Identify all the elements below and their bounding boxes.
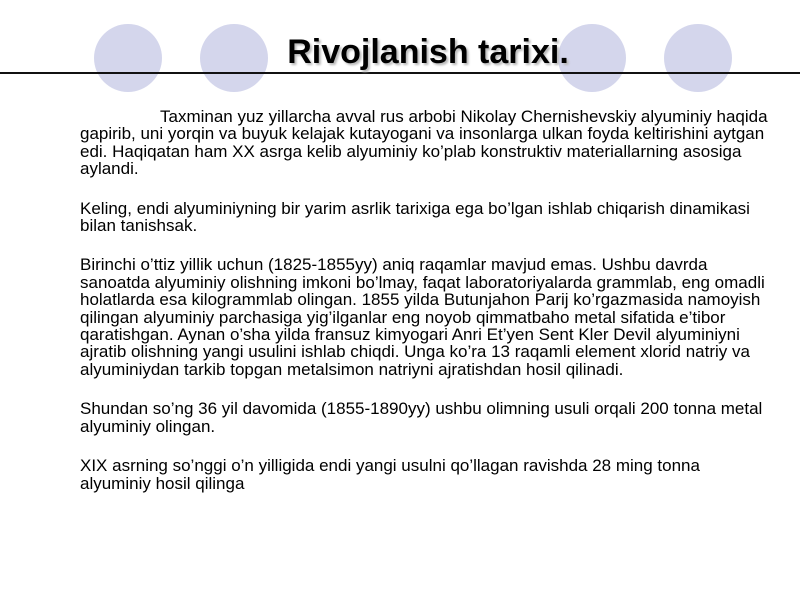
slide-body <box>80 108 770 514</box>
slide-title: Rivojlanish tarixi. <box>287 33 569 71</box>
paragraph-thirty-six-years: Shundan so’ng 36 yil davomida (1855-1890yy) ushbu olimning usuli orqali 200 tonna metal alyuminiy olingan. <box>80 399 763 436</box>
paragraph-first-thirty-years: Birinchi o’ttiz yillik uchun (1825-1855yy) aniq raqamlar mavjud emas. Ushbu davrda sanoatda alyuminiy olishning imkoni bo’lmay, faqat laboratoriyalarda grammlab, eng omadli holatlarda esa kilogrammlab olingan. 1855 yilda Butunjahon Parij ko’rgazmasida namoyish qilingan alyuminiy parchasiga yig’ilganlar eng noyob qimmatbaho metal sifatida e’tibor qaratishgan. Aynan o’sha yilda fransuz kimyogari Anri Et’yen Sent Kler Devil alyuminiyni ajratib olishning yangi usulini ishlab chiqdi. Unga ko’ra 13 raqamli element xlorid natriy va alyuminiydan tarkib topgan metalsimon natriyni ajratishdan hosil qilinadi. <box>80 255 765 379</box>
paragraph-text: Taxminan yuz yillarcha avval rus arbobi Nikolay Chernishevskiy alyuminiy haqida gapirib, uni yorqin va buyuk kelajak kutayogani va insonlarga ulkan foyda keltirishini aytgan edi. Haqiqatan ham XX asrga kelib alyuminiy ko’plab konstruktiv materiallarning asosiga aylandi. <box>80 107 768 179</box>
title-underline <box>0 72 800 74</box>
paragraph-nineteenth-century: XIX asrning so’nggi o’n yilligida endi yangi usulni qo’llagan ravishda 28 ming tonna alyuminiy hosil qilinga <box>80 456 700 493</box>
paragraph-intro <box>80 108 770 178</box>
paragraph-dynamics: Keling, endi alyuminiyning bir yarim asrlik tarixiga ega bo’lgan ishlab chiqarish dinamikasi bilan tanishsak. <box>80 198 750 236</box>
